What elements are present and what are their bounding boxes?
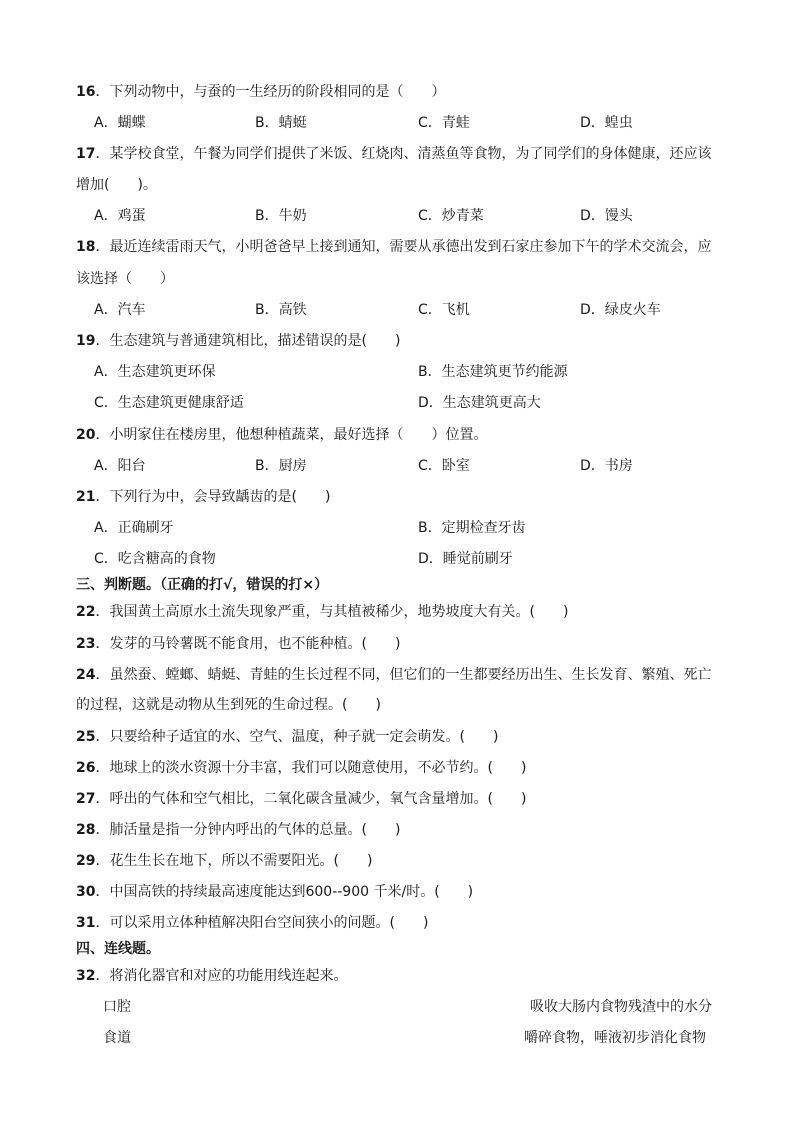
question-18-line2: 该选择（ ） (76, 271, 174, 287)
question-number: 19 (76, 333, 96, 349)
option-b: B．厨房 (255, 458, 307, 474)
question-17-line2: 增加( )。 (76, 177, 157, 193)
option-a: A．正确刷牙 (94, 520, 174, 536)
question-30 (76, 882, 473, 902)
question-number: 23 (76, 636, 96, 652)
match-left-item: 口腔 (103, 999, 131, 1015)
question-number: 26 (76, 760, 96, 776)
match-left-item: 食道 (103, 1030, 131, 1046)
question-number: 17 (76, 146, 96, 162)
option-b: B．蜻蜓 (255, 115, 307, 131)
question-text: ．可以采用立体种植解决阳台空间狭小的问题。( ) (95, 915, 429, 931)
section-heading-judgment: 三、判断题。（正确的打√，错误的打×） (76, 577, 329, 593)
question-text: ．下列行为中，会导致龋齿的是( ) (95, 489, 331, 505)
question-21 (76, 487, 330, 507)
question-number: 30 (76, 884, 96, 900)
option-a: A．生态建筑更环保 (94, 364, 216, 380)
question-number: 29 (76, 853, 96, 869)
section-heading-matching: 四、连线题。 (76, 941, 160, 957)
question-number: 24 (76, 667, 96, 683)
option-a: A．鸡蛋 (94, 208, 146, 224)
option-c: C．吃含糖高的食物 (94, 551, 216, 567)
question-text: ．中国高铁的持续最高速度能达到600--900 千米/时。( ) (95, 884, 474, 900)
question-text: ．将消化器官和对应的功能用线连起来。 (95, 968, 348, 984)
option-c: C．炒青菜 (418, 208, 484, 224)
question-number: 22 (76, 604, 96, 620)
question-number: 25 (76, 729, 96, 745)
option-b: B．定期检查牙齿 (418, 520, 526, 536)
question-text: ．地球上的淡水资源十分丰富，我们可以随意使用，不必节约。( ) (95, 760, 527, 776)
question-16 (76, 82, 445, 102)
question-number: 27 (76, 791, 96, 807)
option-a: A．阳台 (94, 458, 146, 474)
question-number: 31 (76, 915, 96, 931)
question-number: 32 (76, 968, 96, 984)
option-c: C．卧室 (418, 458, 470, 474)
question-text: ．小明家住在楼房里，他想种植蔬菜，最好选择（ ）位置。 (95, 427, 488, 443)
match-right-item: 嚼碎食物，唾液初步消化食物 (524, 1030, 706, 1046)
question-27 (76, 789, 526, 809)
question-text: ．肺活量是指一分钟内呼出的气体的总量。( ) (95, 822, 401, 838)
question-number: 20 (76, 427, 96, 443)
option-c: C．青蛙 (418, 115, 470, 131)
question-19 (76, 331, 400, 351)
question-32 (76, 966, 347, 986)
question-number: 28 (76, 822, 96, 838)
question-29 (76, 851, 372, 871)
question-text: ．呼出的气体和空气相比，二氧化碳含量减少，氧气含量增加。( ) (95, 791, 527, 807)
question-31 (76, 913, 428, 933)
option-d: D．蝗虫 (580, 115, 633, 131)
option-d: D．睡觉前刷牙 (418, 551, 513, 567)
question-text: ．最近连续雷雨天气，小明爸爸早上接到通知，需要从承德出发到石家庄参加下午的学术交流会，应 (95, 239, 712, 255)
question-24 (76, 665, 711, 685)
option-a: A．蝴蝶 (94, 115, 146, 131)
option-a: A．汽车 (94, 302, 146, 318)
question-number: 21 (76, 489, 96, 505)
question-17 (76, 144, 711, 164)
option-b: B．生态建筑更节约能源 (418, 364, 568, 380)
option-c: C．生态建筑更健康舒适 (94, 395, 244, 411)
question-number: 18 (76, 239, 96, 255)
question-24-line2: 的过程，这就是动物从生到死的生命过程。( ) (76, 697, 381, 713)
question-text: ．花生生长在地下，所以不需要阳光。( ) (95, 853, 373, 869)
question-text: ．我国黄土高原水土流失现象严重，与其植被稀少，地势坡度大有关。( ) (95, 604, 569, 620)
option-b: B．牛奶 (255, 208, 307, 224)
option-d: D．馒头 (580, 208, 633, 224)
question-25 (76, 727, 498, 747)
question-text: ．生态建筑与普通建筑相比，描述错误的是( ) (95, 333, 401, 349)
option-d: D．生态建筑更高大 (418, 395, 541, 411)
question-number: 16 (76, 84, 96, 100)
question-23 (76, 634, 400, 654)
question-20 (76, 425, 487, 445)
question-18 (76, 237, 711, 257)
match-right-item: 吸收大肠内食物残渣中的水分 (530, 999, 712, 1015)
option-d: D．绿皮火车 (580, 302, 661, 318)
option-c: C．飞机 (418, 302, 470, 318)
question-text: ．发芽的马铃薯既不能食用，也不能种植。( ) (95, 636, 401, 652)
question-26 (76, 758, 526, 778)
question-text: ．只要给种子适宜的水、空气、温度，种子就一定会萌发。( ) (95, 729, 499, 745)
question-28 (76, 820, 400, 840)
question-22 (76, 602, 568, 622)
option-d: D．书房 (580, 458, 633, 474)
question-text: ．虽然蚕、螳螂、蜻蜓、青蛙的生长过程不同，但它们的一生都要经历出生、生长发育、繁殖、死亡 (95, 667, 712, 683)
question-text: ．某学校食堂，午餐为同学们提供了米饭、红烧肉、清蒸鱼等食物，为了同学们的身体健康，还应该 (95, 146, 712, 162)
question-text: ．下列动物中，与蚕的一生经历的阶段相同的是（ ） (95, 84, 446, 100)
option-b: B．高铁 (255, 302, 307, 318)
